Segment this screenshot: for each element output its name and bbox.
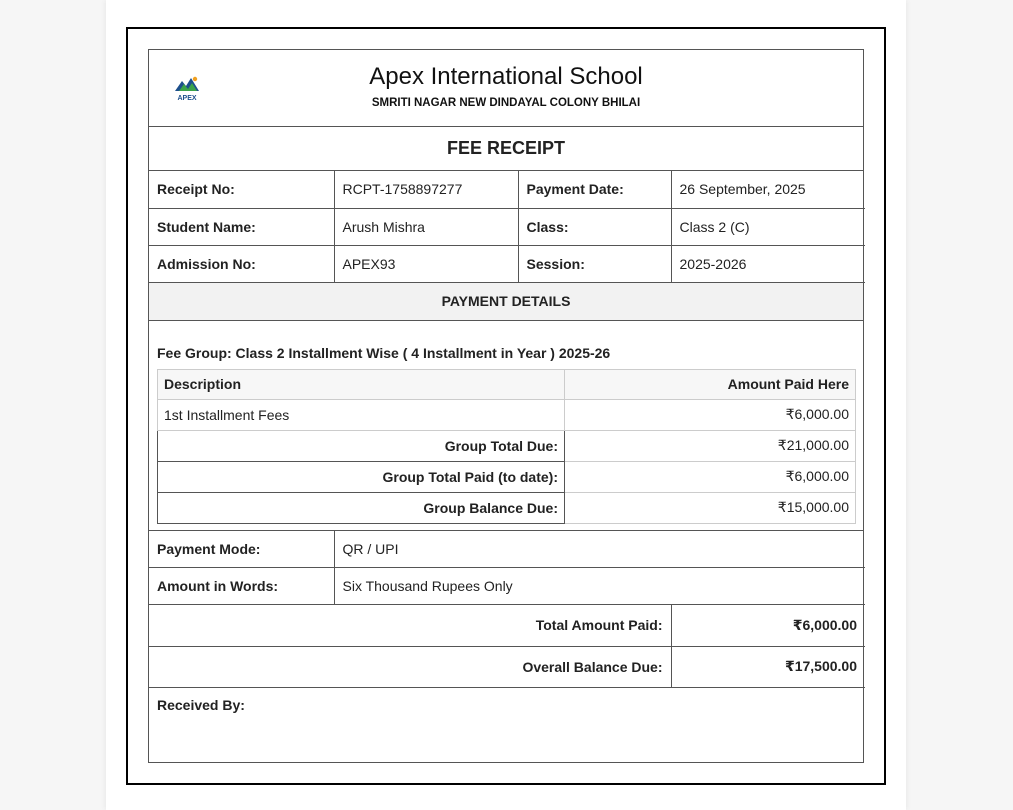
group-total-due-label: Group Total Due: [158, 430, 565, 461]
group-balance-due-label: Group Balance Due: [158, 492, 565, 523]
receipt-page [106, 0, 906, 810]
fee-items-table [157, 369, 856, 524]
class-value: Class 2 (C) [671, 208, 865, 245]
total-paid-row [149, 605, 865, 646]
school-address: SMRITI NAGAR NEW DINDAYAL COLONY BHILAI [371, 97, 641, 109]
fee-group-block [149, 321, 863, 531]
class-label: Class: [518, 208, 671, 245]
group-balance-due-value: ₹15,000.00 [565, 492, 856, 523]
description-column-header: Description [158, 369, 565, 399]
amount-in-words-value: Six Thousand Rupees Only [334, 568, 865, 605]
totals-table [149, 605, 865, 688]
amount-column-header: Amount Paid Here [565, 369, 856, 399]
student-name-label: Student Name: [149, 208, 334, 245]
receipt-outer-border [126, 27, 886, 785]
summary-row [158, 461, 856, 492]
school-header [149, 50, 863, 127]
overall-balance-label: Overall Balance Due: [149, 646, 671, 687]
payment-mode-row [149, 531, 865, 568]
summary-row [158, 430, 856, 461]
receipt-no-value: RCPT-1758897277 [334, 171, 518, 208]
session-value: 2025-2026 [671, 245, 865, 282]
receipt-body [148, 49, 864, 763]
payment-date-label: Payment Date: [518, 171, 671, 208]
student-name-value: Arush Mishra [334, 208, 518, 245]
school-name: Apex International School [369, 63, 643, 90]
overall-balance-row [149, 646, 865, 687]
session-label: Session: [518, 245, 671, 282]
table-header-row [158, 369, 856, 399]
amount-words-row [149, 568, 865, 605]
summary-row [158, 492, 856, 523]
total-paid-value: ₹6,000.00 [671, 605, 865, 646]
svg-text:APEX: APEX [177, 95, 197, 102]
table-row [158, 399, 856, 430]
receipt-title: FEE RECEIPT [149, 127, 863, 171]
fee-item-amount: ₹6,000.00 [565, 399, 856, 430]
payment-mode-value: QR / UPI [334, 531, 865, 568]
group-total-paid-label: Group Total Paid (to date): [158, 461, 565, 492]
received-by: Received By: [157, 696, 245, 713]
group-total-paid-value: ₹6,000.00 [565, 461, 856, 492]
payment-details-heading: PAYMENT DETAILS [149, 283, 863, 321]
payment-mode-label: Payment Mode: [149, 531, 334, 568]
payment-info-table [149, 531, 865, 606]
fee-group-title: Fee Group: Class 2 Installment Wise ( 4 Installment in Year ) 2025-26 [157, 344, 611, 361]
amount-in-words-label: Amount in Words: [149, 568, 334, 605]
receipt-no-label: Receipt No: [149, 171, 334, 208]
group-total-due-value: ₹21,000.00 [565, 430, 856, 461]
admission-no-label: Admission No: [149, 245, 334, 282]
info-row [149, 171, 865, 208]
info-row [149, 245, 865, 282]
overall-balance-value: ₹17,500.00 [671, 646, 865, 687]
admission-no-value: APEX93 [334, 245, 518, 282]
info-row [149, 208, 865, 245]
fee-item-description: 1st Installment Fees [158, 399, 565, 430]
payment-date-value: 26 September, 2025 [671, 171, 865, 208]
student-info-table [149, 171, 865, 283]
total-paid-label: Total Amount Paid: [149, 605, 671, 646]
